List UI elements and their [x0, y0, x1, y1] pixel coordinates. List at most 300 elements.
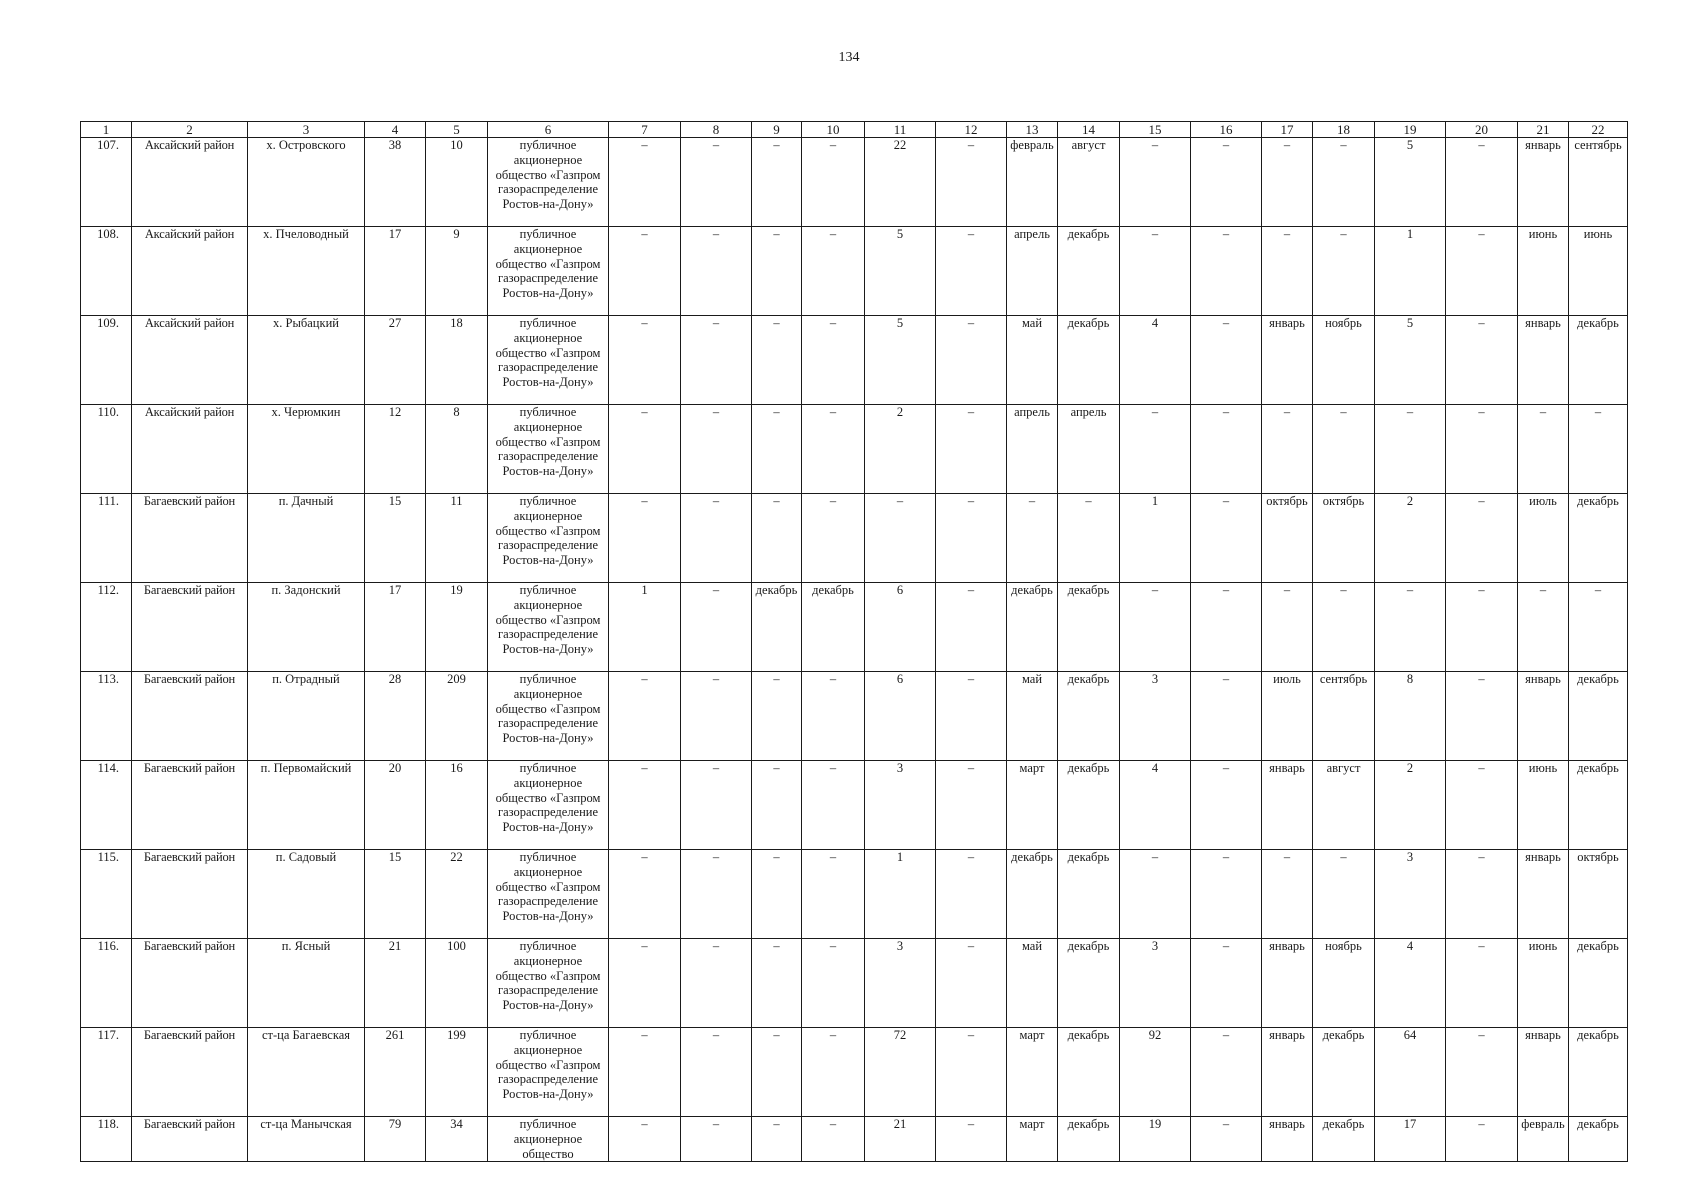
table-header-row	[81, 122, 1628, 138]
table-cell: январь	[1262, 1028, 1313, 1117]
table-cell: –	[802, 672, 865, 761]
table-cell: –	[1313, 227, 1375, 316]
table-cell: –	[936, 1028, 1007, 1117]
table-cell: 21	[365, 939, 426, 1028]
table-cell: сентябрь	[1569, 138, 1628, 227]
table-cell: декабрь	[1058, 227, 1120, 316]
table-cell: –	[1313, 138, 1375, 227]
settlement-cell: п. Садовый	[248, 850, 365, 939]
table-cell: –	[609, 939, 681, 1028]
organization-cell: публичное акционерное общество «Газпром газораспределение Ростов-на-Дону»	[488, 1028, 609, 1117]
table-cell: 15	[365, 850, 426, 939]
table-cell: апрель	[1007, 227, 1058, 316]
table-cell: декабрь	[1569, 494, 1628, 583]
table-cell: декабрь	[1569, 761, 1628, 850]
table-cell: декабрь	[1058, 850, 1120, 939]
table-cell: –	[609, 138, 681, 227]
column-number-header: 15	[1120, 122, 1191, 138]
column-number-header: 17	[1262, 122, 1313, 138]
table-cell: –	[936, 850, 1007, 939]
table-cell: –	[936, 761, 1007, 850]
table-cell: март	[1007, 761, 1058, 850]
table-cell: ноябрь	[1313, 939, 1375, 1028]
column-number-header: 21	[1518, 122, 1569, 138]
table-cell: 72	[865, 1028, 936, 1117]
table-cell: –	[1191, 583, 1262, 672]
table-cell: 8	[426, 405, 488, 494]
table-cell: июнь	[1569, 227, 1628, 316]
table-cell: –	[1446, 405, 1518, 494]
table-cell: июнь	[1518, 227, 1569, 316]
organization-cell: публичное акционерное общество «Газпром газораспределение Ростов-на-Дону»	[488, 850, 609, 939]
table-cell: –	[1191, 672, 1262, 761]
settlement-cell: п. Ясный	[248, 939, 365, 1028]
row-number-cell: 112.	[81, 583, 132, 672]
table-cell: декабрь	[1058, 672, 1120, 761]
table-cell: –	[802, 227, 865, 316]
table-cell: –	[802, 138, 865, 227]
table-cell: декабрь	[1007, 850, 1058, 939]
table-row	[81, 672, 1628, 761]
table-cell: –	[936, 672, 1007, 761]
table-cell: –	[681, 761, 752, 850]
row-number-cell: 107.	[81, 138, 132, 227]
table-cell: февраль	[1007, 138, 1058, 227]
table-cell: 5	[1375, 316, 1446, 405]
table-cell: –	[1191, 1028, 1262, 1117]
organization-cell: публичное акционерное общество «Газпром газораспределение Ростов-на-Дону»	[488, 227, 609, 316]
table-cell: –	[1446, 316, 1518, 405]
table-cell: 2	[865, 405, 936, 494]
table-cell: –	[1262, 405, 1313, 494]
organization-cell: публичное акционерное общество	[488, 1117, 609, 1162]
table-cell: –	[1446, 1028, 1518, 1117]
table-cell: –	[1446, 939, 1518, 1028]
table-cell: –	[1191, 316, 1262, 405]
table-cell: декабрь	[1058, 1028, 1120, 1117]
row-number-cell: 117.	[81, 1028, 132, 1117]
table-row	[81, 939, 1628, 1028]
table-cell: 4	[1375, 939, 1446, 1028]
settlement-cell: ст-ца Багаевская	[248, 1028, 365, 1117]
table-cell: декабрь	[1058, 316, 1120, 405]
table-cell: –	[802, 316, 865, 405]
table-cell: –	[681, 672, 752, 761]
organization-cell: публичное акционерное общество «Газпром газораспределение Ростов-на-Дону»	[488, 761, 609, 850]
table-cell: –	[1120, 850, 1191, 939]
table-cell: 22	[426, 850, 488, 939]
table-cell: январь	[1262, 316, 1313, 405]
district-cell: Багаевский район	[132, 761, 248, 850]
table-cell: июль	[1262, 672, 1313, 761]
table-cell: –	[681, 227, 752, 316]
table-cell: декабрь	[802, 583, 865, 672]
table-cell: –	[752, 405, 802, 494]
column-number-header: 5	[426, 122, 488, 138]
row-number-cell: 113.	[81, 672, 132, 761]
table-cell: –	[1191, 227, 1262, 316]
table-cell: –	[609, 227, 681, 316]
table-cell: 17	[1375, 1117, 1446, 1162]
table-cell: январь	[1518, 316, 1569, 405]
table-cell: –	[1446, 227, 1518, 316]
table-cell: –	[609, 316, 681, 405]
organization-cell: публичное акционерное общество «Газпром газораспределение Ростов-на-Дону»	[488, 405, 609, 494]
table-cell: –	[936, 583, 1007, 672]
settlement-cell: п. Задонский	[248, 583, 365, 672]
table-cell: ноябрь	[1313, 316, 1375, 405]
table-cell: –	[1191, 761, 1262, 850]
table-cell: 3	[1120, 672, 1191, 761]
table-row	[81, 138, 1628, 227]
table-cell: –	[609, 494, 681, 583]
table-cell: –	[802, 939, 865, 1028]
district-cell: Багаевский район	[132, 939, 248, 1028]
table-cell: 8	[1375, 672, 1446, 761]
column-number-header: 11	[865, 122, 936, 138]
table-cell: –	[1058, 494, 1120, 583]
settlement-cell: х. Рыбацкий	[248, 316, 365, 405]
district-cell: Багаевский район	[132, 850, 248, 939]
column-number-header: 10	[802, 122, 865, 138]
table-cell: –	[752, 316, 802, 405]
table-cell: –	[681, 850, 752, 939]
table-cell: –	[1446, 850, 1518, 939]
table-cell: декабрь	[1007, 583, 1058, 672]
column-number-header: 3	[248, 122, 365, 138]
table-cell: –	[1518, 405, 1569, 494]
table-cell: 100	[426, 939, 488, 1028]
column-number-header: 9	[752, 122, 802, 138]
table-cell: –	[752, 227, 802, 316]
table-cell: 3	[1375, 850, 1446, 939]
table-cell: август	[1313, 761, 1375, 850]
table-cell: –	[802, 850, 865, 939]
column-number-header: 6	[488, 122, 609, 138]
table-cell: 17	[365, 227, 426, 316]
table-cell: 16	[426, 761, 488, 850]
table-cell: –	[936, 1117, 1007, 1162]
table-cell: –	[609, 761, 681, 850]
table-cell: –	[1569, 405, 1628, 494]
table-cell: –	[752, 672, 802, 761]
row-number-cell: 115.	[81, 850, 132, 939]
table-cell: июль	[1518, 494, 1569, 583]
table-cell: –	[1191, 494, 1262, 583]
table-cell: декабрь	[1058, 761, 1120, 850]
table-cell: октябрь	[1262, 494, 1313, 583]
table-cell: май	[1007, 939, 1058, 1028]
table-cell: –	[1375, 405, 1446, 494]
table-cell: 2	[1375, 761, 1446, 850]
table-row	[81, 850, 1628, 939]
table-cell: март	[1007, 1117, 1058, 1162]
table-cell: 10	[426, 138, 488, 227]
table-cell: 17	[365, 583, 426, 672]
table-cell: –	[1375, 583, 1446, 672]
table-cell: –	[609, 1028, 681, 1117]
table-cell: –	[1313, 850, 1375, 939]
column-number-header: 18	[1313, 122, 1375, 138]
table-cell: 38	[365, 138, 426, 227]
table-cell: декабрь	[1569, 672, 1628, 761]
table-cell: 4	[1120, 761, 1191, 850]
district-cell: Багаевский район	[132, 672, 248, 761]
table-cell: январь	[1518, 138, 1569, 227]
table-cell: август	[1058, 138, 1120, 227]
table-cell: 261	[365, 1028, 426, 1117]
organization-cell: публичное акционерное общество «Газпром газораспределение Ростов-на-Дону»	[488, 672, 609, 761]
column-number-header: 14	[1058, 122, 1120, 138]
table-cell: 1	[609, 583, 681, 672]
column-number-header: 7	[609, 122, 681, 138]
table-cell: декабрь	[752, 583, 802, 672]
table-cell: –	[1120, 405, 1191, 494]
table-cell: 4	[1120, 316, 1191, 405]
district-cell: Багаевский район	[132, 583, 248, 672]
row-number-cell: 118.	[81, 1117, 132, 1162]
table-cell: –	[1191, 1117, 1262, 1162]
table-cell: –	[1007, 494, 1058, 583]
table-cell: январь	[1262, 761, 1313, 850]
table-cell: 19	[426, 583, 488, 672]
table-cell: –	[1446, 138, 1518, 227]
organization-cell: публичное акционерное общество «Газпром газораспределение Ростов-на-Дону»	[488, 583, 609, 672]
settlement-cell: п. Дачный	[248, 494, 365, 583]
table-cell: 11	[426, 494, 488, 583]
table-cell: март	[1007, 1028, 1058, 1117]
table-row	[81, 1117, 1628, 1162]
table-cell: –	[681, 939, 752, 1028]
table-cell: –	[1191, 405, 1262, 494]
table-cell: –	[802, 1028, 865, 1117]
organization-cell: публичное акционерное общество «Газпром газораспределение Ростов-на-Дону»	[488, 494, 609, 583]
table-cell: –	[936, 494, 1007, 583]
table-cell: 1	[1120, 494, 1191, 583]
table-cell: май	[1007, 672, 1058, 761]
table-cell: 3	[865, 761, 936, 850]
table-cell: октябрь	[1313, 494, 1375, 583]
table-cell: –	[752, 1117, 802, 1162]
table-cell: 1	[1375, 227, 1446, 316]
table-cell: –	[1120, 138, 1191, 227]
column-number-header: 4	[365, 122, 426, 138]
table-cell: –	[1518, 583, 1569, 672]
table-cell: декабрь	[1058, 583, 1120, 672]
table-cell: сентябрь	[1313, 672, 1375, 761]
settlement-cell: ст-ца Манычская	[248, 1117, 365, 1162]
table-row	[81, 583, 1628, 672]
column-number-header: 12	[936, 122, 1007, 138]
table-cell: 27	[365, 316, 426, 405]
table-cell: –	[752, 850, 802, 939]
table-cell: 6	[865, 583, 936, 672]
table-cell: 28	[365, 672, 426, 761]
table-cell: декабрь	[1569, 1028, 1628, 1117]
table-cell: декабрь	[1313, 1028, 1375, 1117]
table-cell: –	[609, 850, 681, 939]
district-cell: Аксайский район	[132, 227, 248, 316]
table-cell: –	[802, 405, 865, 494]
table-cell: 20	[365, 761, 426, 850]
table-cell: 34	[426, 1117, 488, 1162]
table-cell: декабрь	[1313, 1117, 1375, 1162]
table-cell: –	[1446, 1117, 1518, 1162]
table-cell: –	[752, 761, 802, 850]
table-cell: 19	[1120, 1117, 1191, 1162]
column-number-header: 16	[1191, 122, 1262, 138]
row-number-cell: 110.	[81, 405, 132, 494]
table-cell: –	[1191, 939, 1262, 1028]
table-cell: –	[752, 1028, 802, 1117]
table-cell: 6	[865, 672, 936, 761]
table-cell: –	[681, 405, 752, 494]
table-cell: –	[1262, 138, 1313, 227]
table-cell: 18	[426, 316, 488, 405]
district-cell: Аксайский район	[132, 405, 248, 494]
table-row	[81, 227, 1628, 316]
table-cell: –	[1313, 405, 1375, 494]
row-number-cell: 109.	[81, 316, 132, 405]
table-cell: –	[681, 1028, 752, 1117]
table-cell: –	[1313, 583, 1375, 672]
table-cell: –	[681, 1117, 752, 1162]
table-cell: –	[802, 761, 865, 850]
table-cell: –	[1446, 761, 1518, 850]
table-cell: июнь	[1518, 761, 1569, 850]
column-number-header: 8	[681, 122, 752, 138]
settlement-cell: х. Пчеловодный	[248, 227, 365, 316]
table-cell: 9	[426, 227, 488, 316]
table-cell: январь	[1518, 1028, 1569, 1117]
table-cell: 5	[1375, 138, 1446, 227]
column-number-header: 2	[132, 122, 248, 138]
settlement-cell: п. Первомайский	[248, 761, 365, 850]
table-row	[81, 761, 1628, 850]
table-cell: декабрь	[1569, 1117, 1628, 1162]
settlement-cell: п. Отрадный	[248, 672, 365, 761]
organization-cell: публичное акционерное общество «Газпром газораспределение Ростов-на-Дону»	[488, 939, 609, 1028]
table-cell: –	[681, 583, 752, 672]
table-cell: –	[1569, 583, 1628, 672]
settlement-cell: х. Черюмкин	[248, 405, 365, 494]
column-number-header: 1	[81, 122, 132, 138]
table-cell: 92	[1120, 1028, 1191, 1117]
table-cell: –	[802, 494, 865, 583]
table-cell: декабрь	[1569, 316, 1628, 405]
table-cell: 3	[865, 939, 936, 1028]
table-cell: январь	[1518, 850, 1569, 939]
table-cell: –	[1446, 494, 1518, 583]
table-cell: –	[936, 405, 1007, 494]
table-cell: –	[681, 316, 752, 405]
district-cell: Багаевский район	[132, 1117, 248, 1162]
row-number-cell: 111.	[81, 494, 132, 583]
column-number-header: 20	[1446, 122, 1518, 138]
table-cell: 1	[865, 850, 936, 939]
table-cell: –	[1262, 850, 1313, 939]
table-cell: –	[609, 405, 681, 494]
table-cell: 3	[1120, 939, 1191, 1028]
table-cell: –	[1446, 583, 1518, 672]
table-row	[81, 316, 1628, 405]
table-cell: декабрь	[1058, 939, 1120, 1028]
table-cell: –	[936, 316, 1007, 405]
table-cell: 2	[1375, 494, 1446, 583]
table-row	[81, 1028, 1628, 1117]
table-cell: –	[936, 138, 1007, 227]
table-cell: –	[609, 1117, 681, 1162]
table-cell: –	[1191, 850, 1262, 939]
table-cell: –	[1262, 227, 1313, 316]
row-number-cell: 108.	[81, 227, 132, 316]
table-row	[81, 494, 1628, 583]
table-cell: –	[865, 494, 936, 583]
table-cell: –	[936, 227, 1007, 316]
table-cell: 22	[865, 138, 936, 227]
district-cell: Багаевский район	[132, 494, 248, 583]
table-cell: июнь	[1518, 939, 1569, 1028]
table-cell: 199	[426, 1028, 488, 1117]
table-cell: –	[609, 672, 681, 761]
organization-cell: публичное акционерное общество «Газпром газораспределение Ростов-на-Дону»	[488, 316, 609, 405]
table-cell: апрель	[1058, 405, 1120, 494]
table-cell: 21	[865, 1117, 936, 1162]
table-cell: –	[1191, 138, 1262, 227]
table-cell: –	[1120, 583, 1191, 672]
table-cell: декабрь	[1569, 939, 1628, 1028]
row-number-cell: 114.	[81, 761, 132, 850]
table-cell: –	[1120, 227, 1191, 316]
table-cell: –	[752, 138, 802, 227]
table-cell: февраль	[1518, 1117, 1569, 1162]
column-number-header: 22	[1569, 122, 1628, 138]
table-cell: –	[752, 494, 802, 583]
table-row	[81, 405, 1628, 494]
table-cell: январь	[1262, 1117, 1313, 1162]
settlement-cell: х. Островского	[248, 138, 365, 227]
row-number-cell: 116.	[81, 939, 132, 1028]
table-cell: май	[1007, 316, 1058, 405]
gasification-schedule-table	[80, 121, 1628, 1162]
page-number: 134	[838, 50, 860, 65]
table-cell: январь	[1262, 939, 1313, 1028]
table-cell: 209	[426, 672, 488, 761]
table-cell: 5	[865, 227, 936, 316]
table-cell: –	[802, 1117, 865, 1162]
table-cell: –	[1262, 583, 1313, 672]
table-cell: апрель	[1007, 405, 1058, 494]
organization-cell: публичное акционерное общество «Газпром газораспределение Ростов-на-Дону»	[488, 138, 609, 227]
table-cell: –	[936, 939, 1007, 1028]
table-cell: октябрь	[1569, 850, 1628, 939]
column-number-header: 19	[1375, 122, 1446, 138]
district-cell: Багаевский район	[132, 1028, 248, 1117]
table-cell: 5	[865, 316, 936, 405]
table-cell: январь	[1518, 672, 1569, 761]
district-cell: Аксайский район	[132, 316, 248, 405]
table-cell: –	[752, 939, 802, 1028]
table-cell: 15	[365, 494, 426, 583]
table-cell: 79	[365, 1117, 426, 1162]
table-cell: –	[681, 494, 752, 583]
table-cell: 12	[365, 405, 426, 494]
table-cell: декабрь	[1058, 1117, 1120, 1162]
district-cell: Аксайский район	[132, 138, 248, 227]
column-number-header: 13	[1007, 122, 1058, 138]
table-cell: –	[681, 138, 752, 227]
table-cell: –	[1446, 672, 1518, 761]
